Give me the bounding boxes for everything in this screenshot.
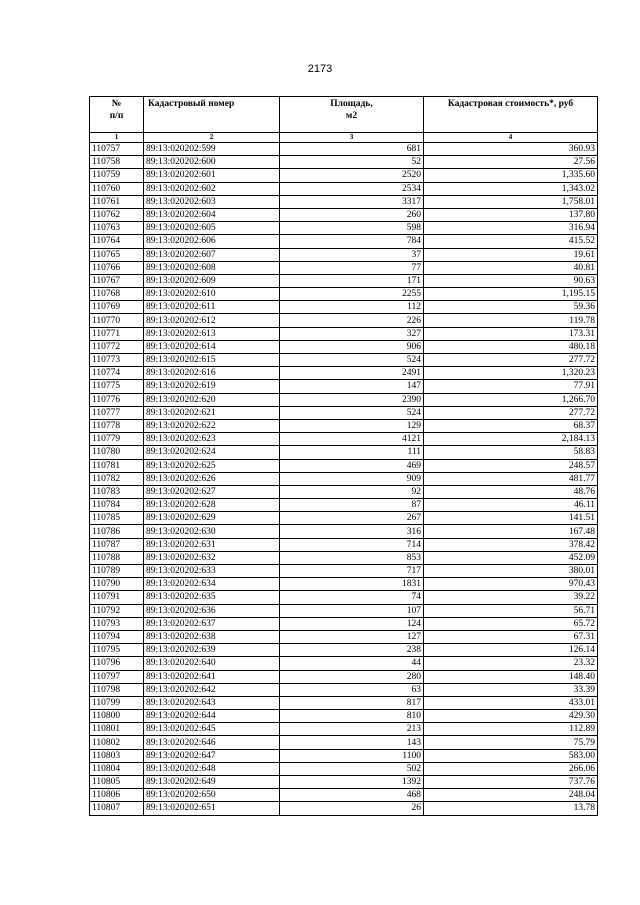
row-index: 110757 bbox=[90, 143, 144, 156]
cadastral-value: 583.00 bbox=[424, 749, 598, 762]
area: 524 bbox=[280, 406, 424, 419]
area: 909 bbox=[280, 472, 424, 485]
cadastral-value: 56.71 bbox=[424, 604, 598, 617]
table-row bbox=[90, 222, 598, 235]
area: 26 bbox=[280, 802, 424, 815]
area: 129 bbox=[280, 419, 424, 432]
area: 63 bbox=[280, 683, 424, 696]
table-row bbox=[90, 208, 598, 221]
cadastral-number: 89:13:020202:614 bbox=[144, 340, 280, 353]
cadastral-value: 1,320.23 bbox=[424, 367, 598, 380]
row-index: 110773 bbox=[90, 354, 144, 367]
row-index: 110762 bbox=[90, 208, 144, 221]
cadastral-number: 89:13:020202:651 bbox=[144, 802, 280, 815]
cadastral-number: 89:13:020202:609 bbox=[144, 274, 280, 287]
cadastral-value: 58.83 bbox=[424, 446, 598, 459]
area: 717 bbox=[280, 565, 424, 578]
row-index: 110797 bbox=[90, 670, 144, 683]
area: 92 bbox=[280, 485, 424, 498]
cadastral-number: 89:13:020202:602 bbox=[144, 182, 280, 195]
area: 906 bbox=[280, 340, 424, 353]
table-row bbox=[90, 802, 598, 815]
table-row bbox=[90, 459, 598, 472]
row-index: 110792 bbox=[90, 604, 144, 617]
area: 147 bbox=[280, 380, 424, 393]
area: 3317 bbox=[280, 195, 424, 208]
header-area-line2: м2 bbox=[345, 111, 358, 121]
table-row bbox=[90, 472, 598, 485]
cadastral-value: 112.89 bbox=[424, 723, 598, 736]
cadastral-number: 89:13:020202:650 bbox=[144, 789, 280, 802]
area: 267 bbox=[280, 512, 424, 525]
cadastral-value: 65.72 bbox=[424, 617, 598, 630]
cadastral-value: 277.72 bbox=[424, 354, 598, 367]
area: 817 bbox=[280, 696, 424, 709]
table-row bbox=[90, 274, 598, 287]
cadastral-value: 90.63 bbox=[424, 274, 598, 287]
table-row bbox=[90, 195, 598, 208]
area: 524 bbox=[280, 354, 424, 367]
area: 77 bbox=[280, 261, 424, 274]
area: 469 bbox=[280, 459, 424, 472]
table-row bbox=[90, 485, 598, 498]
header-index-line2: п/п bbox=[109, 111, 124, 121]
cadastral-number: 89:13:020202:643 bbox=[144, 696, 280, 709]
cadastral-number: 89:13:020202:604 bbox=[144, 208, 280, 221]
cadastral-value: 141.51 bbox=[424, 512, 598, 525]
cadastral-value: 316.94 bbox=[424, 222, 598, 235]
table-row bbox=[90, 393, 598, 406]
row-index: 110795 bbox=[90, 644, 144, 657]
row-index: 110790 bbox=[90, 578, 144, 591]
cadastral-value: 266.06 bbox=[424, 762, 598, 775]
cadastral-value: 119.78 bbox=[424, 314, 598, 327]
row-index: 110759 bbox=[90, 169, 144, 182]
table-row bbox=[90, 182, 598, 195]
cadastral-number: 89:13:020202:610 bbox=[144, 288, 280, 301]
table-row bbox=[90, 446, 598, 459]
area: 226 bbox=[280, 314, 424, 327]
cadastral-value: 433.01 bbox=[424, 696, 598, 709]
row-index: 110761 bbox=[90, 195, 144, 208]
cadastral-value: 77.91 bbox=[424, 380, 598, 393]
row-index: 110796 bbox=[90, 657, 144, 670]
table-row bbox=[90, 538, 598, 551]
row-index: 110777 bbox=[90, 406, 144, 419]
row-index: 110763 bbox=[90, 222, 144, 235]
area: 74 bbox=[280, 591, 424, 604]
area: 2255 bbox=[280, 288, 424, 301]
row-index: 110785 bbox=[90, 512, 144, 525]
cadastral-number: 89:13:020202:599 bbox=[144, 143, 280, 156]
cadastral-number: 89:13:020202:611 bbox=[144, 301, 280, 314]
cadastral-number: 89:13:020202:633 bbox=[144, 565, 280, 578]
cadastral-number: 89:13:020202:616 bbox=[144, 367, 280, 380]
cadastral-number: 89:13:020202:628 bbox=[144, 499, 280, 512]
row-index: 110770 bbox=[90, 314, 144, 327]
table-row bbox=[90, 578, 598, 591]
header-area bbox=[280, 97, 424, 133]
table-row bbox=[90, 551, 598, 564]
row-index: 110769 bbox=[90, 301, 144, 314]
row-index: 110800 bbox=[90, 710, 144, 723]
row-index: 110801 bbox=[90, 723, 144, 736]
area: 171 bbox=[280, 274, 424, 287]
row-index: 110806 bbox=[90, 789, 144, 802]
cadastral-number: 89:13:020202:606 bbox=[144, 235, 280, 248]
cadastral-value: 59.36 bbox=[424, 301, 598, 314]
row-index: 110788 bbox=[90, 551, 144, 564]
cadastral-number: 89:13:020202:649 bbox=[144, 776, 280, 789]
table-body bbox=[90, 143, 598, 816]
table-row bbox=[90, 288, 598, 301]
table-row bbox=[90, 261, 598, 274]
header-index-line1: № bbox=[111, 99, 122, 109]
table-row bbox=[90, 314, 598, 327]
cadastral-value: 380.01 bbox=[424, 565, 598, 578]
column-number-4: 4 bbox=[424, 133, 598, 143]
cadastral-value: 126.14 bbox=[424, 644, 598, 657]
cadastral-number: 89:13:020202:620 bbox=[144, 393, 280, 406]
cadastral-number: 89:13:020202:624 bbox=[144, 446, 280, 459]
row-index: 110786 bbox=[90, 525, 144, 538]
row-index: 110774 bbox=[90, 367, 144, 380]
area: 37 bbox=[280, 248, 424, 261]
cadastral-number: 89:13:020202:612 bbox=[144, 314, 280, 327]
cadastral-value: 415.52 bbox=[424, 235, 598, 248]
cadastral-value: 167.48 bbox=[424, 525, 598, 538]
page-number: 2173 bbox=[307, 63, 333, 75]
table-row bbox=[90, 235, 598, 248]
cadastral-number: 89:13:020202:648 bbox=[144, 762, 280, 775]
column-number-3: 3 bbox=[280, 133, 424, 143]
cadastral-value: 67.31 bbox=[424, 630, 598, 643]
table-row bbox=[90, 696, 598, 709]
table-row bbox=[90, 380, 598, 393]
cadastral-number: 89:13:020202:639 bbox=[144, 644, 280, 657]
row-index: 110781 bbox=[90, 459, 144, 472]
cadastral-value: 13.78 bbox=[424, 802, 598, 815]
header-row bbox=[90, 97, 598, 133]
area: 111 bbox=[280, 446, 424, 459]
table-row bbox=[90, 776, 598, 789]
table-row bbox=[90, 367, 598, 380]
cadastral-value: 19.61 bbox=[424, 248, 598, 261]
cadastral-number: 89:13:020202:636 bbox=[144, 604, 280, 617]
table-row bbox=[90, 340, 598, 353]
row-index: 110772 bbox=[90, 340, 144, 353]
cadastral-number: 89:13:020202:613 bbox=[144, 327, 280, 340]
row-index: 110768 bbox=[90, 288, 144, 301]
area: 260 bbox=[280, 208, 424, 221]
cadastral-value: 1,195.15 bbox=[424, 288, 598, 301]
cadastral-value: 75.79 bbox=[424, 736, 598, 749]
area: 87 bbox=[280, 499, 424, 512]
area: 468 bbox=[280, 789, 424, 802]
table-row bbox=[90, 591, 598, 604]
cadastral-value: 68.37 bbox=[424, 419, 598, 432]
row-index: 110791 bbox=[90, 591, 144, 604]
cadastral-value: 452.09 bbox=[424, 551, 598, 564]
column-number-1: 1 bbox=[90, 133, 144, 143]
row-index: 110789 bbox=[90, 565, 144, 578]
cadastral-number: 89:13:020202:601 bbox=[144, 169, 280, 182]
cadastral-value: 481.77 bbox=[424, 472, 598, 485]
row-index: 110807 bbox=[90, 802, 144, 815]
row-index: 110802 bbox=[90, 736, 144, 749]
cadastral-value: 48.76 bbox=[424, 485, 598, 498]
area: 502 bbox=[280, 762, 424, 775]
row-index: 110804 bbox=[90, 762, 144, 775]
row-index: 110767 bbox=[90, 274, 144, 287]
cadastral-value: 1,343.02 bbox=[424, 182, 598, 195]
table-row bbox=[90, 354, 598, 367]
cadastral-number: 89:13:020202:646 bbox=[144, 736, 280, 749]
cadastral-number: 89:13:020202:634 bbox=[144, 578, 280, 591]
area: 853 bbox=[280, 551, 424, 564]
row-index: 110766 bbox=[90, 261, 144, 274]
area: 598 bbox=[280, 222, 424, 235]
column-number-2: 2 bbox=[144, 133, 280, 143]
area: 784 bbox=[280, 235, 424, 248]
cadastral-value: 1,266.70 bbox=[424, 393, 598, 406]
row-index: 110758 bbox=[90, 156, 144, 169]
row-index: 110771 bbox=[90, 327, 144, 340]
table-row bbox=[90, 499, 598, 512]
cadastral-value: 378.42 bbox=[424, 538, 598, 551]
row-index: 110780 bbox=[90, 446, 144, 459]
cadastral-number: 89:13:020202:640 bbox=[144, 657, 280, 670]
area: 810 bbox=[280, 710, 424, 723]
cadastral-number: 89:13:020202:632 bbox=[144, 551, 280, 564]
table-row bbox=[90, 301, 598, 314]
cadastral-number: 89:13:020202:629 bbox=[144, 512, 280, 525]
row-index: 110798 bbox=[90, 683, 144, 696]
table-row bbox=[90, 143, 598, 156]
cadastral-value: 1,335.60 bbox=[424, 169, 598, 182]
cadastral-number: 89:13:020202:625 bbox=[144, 459, 280, 472]
cadastral-number: 89:13:020202:630 bbox=[144, 525, 280, 538]
table-row bbox=[90, 749, 598, 762]
row-index: 110783 bbox=[90, 485, 144, 498]
area: 1392 bbox=[280, 776, 424, 789]
table-row bbox=[90, 406, 598, 419]
cadastral-number: 89:13:020202:635 bbox=[144, 591, 280, 604]
cadastral-number: 89:13:020202:627 bbox=[144, 485, 280, 498]
cadastral-value: 429.30 bbox=[424, 710, 598, 723]
table-row bbox=[90, 644, 598, 657]
area: 112 bbox=[280, 301, 424, 314]
table-row bbox=[90, 736, 598, 749]
cadastral-value: 277.72 bbox=[424, 406, 598, 419]
area: 107 bbox=[280, 604, 424, 617]
table-row bbox=[90, 248, 598, 261]
cadastral-number: 89:13:020202:608 bbox=[144, 261, 280, 274]
row-index: 110803 bbox=[90, 749, 144, 762]
header-cadastral-number: Кадастровый номер bbox=[144, 97, 280, 133]
cadastral-number: 89:13:020202:605 bbox=[144, 222, 280, 235]
row-index: 110782 bbox=[90, 472, 144, 485]
cadastral-value: 248.04 bbox=[424, 789, 598, 802]
cadastral-number: 89:13:020202:615 bbox=[144, 354, 280, 367]
table-row bbox=[90, 630, 598, 643]
area: 2520 bbox=[280, 169, 424, 182]
row-index: 110779 bbox=[90, 433, 144, 446]
cadastral-number: 89:13:020202:637 bbox=[144, 617, 280, 630]
cadastral-value: 248.57 bbox=[424, 459, 598, 472]
cadastral-table bbox=[89, 96, 598, 816]
row-index: 110775 bbox=[90, 380, 144, 393]
cadastral-number: 89:13:020202:631 bbox=[144, 538, 280, 551]
table-row bbox=[90, 525, 598, 538]
cadastral-number: 89:13:020202:622 bbox=[144, 419, 280, 432]
table-row bbox=[90, 419, 598, 432]
cadastral-number: 89:13:020202:644 bbox=[144, 710, 280, 723]
area: 2390 bbox=[280, 393, 424, 406]
cadastral-number: 89:13:020202:619 bbox=[144, 380, 280, 393]
cadastral-value: 33.39 bbox=[424, 683, 598, 696]
row-index: 110765 bbox=[90, 248, 144, 261]
cadastral-value: 737.76 bbox=[424, 776, 598, 789]
cadastral-value: 137.80 bbox=[424, 208, 598, 221]
cadastral-number: 89:13:020202:641 bbox=[144, 670, 280, 683]
area: 316 bbox=[280, 525, 424, 538]
area: 327 bbox=[280, 327, 424, 340]
cadastral-value: 173.31 bbox=[424, 327, 598, 340]
cadastral-value: 39.22 bbox=[424, 591, 598, 604]
area: 1831 bbox=[280, 578, 424, 591]
header-cadastral-value: Кадастровая стоимость*, руб bbox=[424, 97, 598, 133]
cadastral-number: 89:13:020202:647 bbox=[144, 749, 280, 762]
row-index: 110764 bbox=[90, 235, 144, 248]
cadastral-number: 89:13:020202:623 bbox=[144, 433, 280, 446]
cadastral-value: 480.18 bbox=[424, 340, 598, 353]
row-index: 110778 bbox=[90, 419, 144, 432]
cadastral-number: 89:13:020202:621 bbox=[144, 406, 280, 419]
table-row bbox=[90, 617, 598, 630]
row-index: 110799 bbox=[90, 696, 144, 709]
area: 280 bbox=[280, 670, 424, 683]
cadastral-value: 360.93 bbox=[424, 143, 598, 156]
table-row bbox=[90, 156, 598, 169]
table-row bbox=[90, 762, 598, 775]
row-index: 110787 bbox=[90, 538, 144, 551]
table-row bbox=[90, 565, 598, 578]
area: 2491 bbox=[280, 367, 424, 380]
row-index: 110760 bbox=[90, 182, 144, 195]
cadastral-number: 89:13:020202:603 bbox=[144, 195, 280, 208]
table-row bbox=[90, 604, 598, 617]
row-index: 110794 bbox=[90, 630, 144, 643]
area: 681 bbox=[280, 143, 424, 156]
area: 238 bbox=[280, 644, 424, 657]
cadastral-value: 23.32 bbox=[424, 657, 598, 670]
area: 143 bbox=[280, 736, 424, 749]
area: 124 bbox=[280, 617, 424, 630]
area: 1100 bbox=[280, 749, 424, 762]
column-number-row bbox=[90, 133, 598, 143]
area: 4121 bbox=[280, 433, 424, 446]
table-row bbox=[90, 683, 598, 696]
area: 52 bbox=[280, 156, 424, 169]
area: 44 bbox=[280, 657, 424, 670]
table-row bbox=[90, 789, 598, 802]
table-row bbox=[90, 327, 598, 340]
area: 2534 bbox=[280, 182, 424, 195]
table-row bbox=[90, 512, 598, 525]
table-row bbox=[90, 710, 598, 723]
cadastral-value: 148.40 bbox=[424, 670, 598, 683]
cadastral-number: 89:13:020202:607 bbox=[144, 248, 280, 261]
area: 127 bbox=[280, 630, 424, 643]
cadastral-number: 89:13:020202:600 bbox=[144, 156, 280, 169]
table-row bbox=[90, 723, 598, 736]
cadastral-value: 27.56 bbox=[424, 156, 598, 169]
cadastral-value: 1,758.01 bbox=[424, 195, 598, 208]
area: 714 bbox=[280, 538, 424, 551]
row-index: 110805 bbox=[90, 776, 144, 789]
cadastral-value: 46.11 bbox=[424, 499, 598, 512]
row-index: 110793 bbox=[90, 617, 144, 630]
header-area-line1: Площадь, bbox=[330, 99, 373, 109]
cadastral-number: 89:13:020202:638 bbox=[144, 630, 280, 643]
table-row bbox=[90, 670, 598, 683]
cadastral-number: 89:13:020202:642 bbox=[144, 683, 280, 696]
cadastral-number: 89:13:020202:626 bbox=[144, 472, 280, 485]
cadastral-value: 40.81 bbox=[424, 261, 598, 274]
row-index: 110784 bbox=[90, 499, 144, 512]
cadastral-value: 970.43 bbox=[424, 578, 598, 591]
table-row bbox=[90, 169, 598, 182]
cadastral-number: 89:13:020202:645 bbox=[144, 723, 280, 736]
header-index bbox=[90, 97, 144, 133]
row-index: 110776 bbox=[90, 393, 144, 406]
table-row bbox=[90, 657, 598, 670]
cadastral-value: 2,184.13 bbox=[424, 433, 598, 446]
table-row bbox=[90, 433, 598, 446]
area: 213 bbox=[280, 723, 424, 736]
